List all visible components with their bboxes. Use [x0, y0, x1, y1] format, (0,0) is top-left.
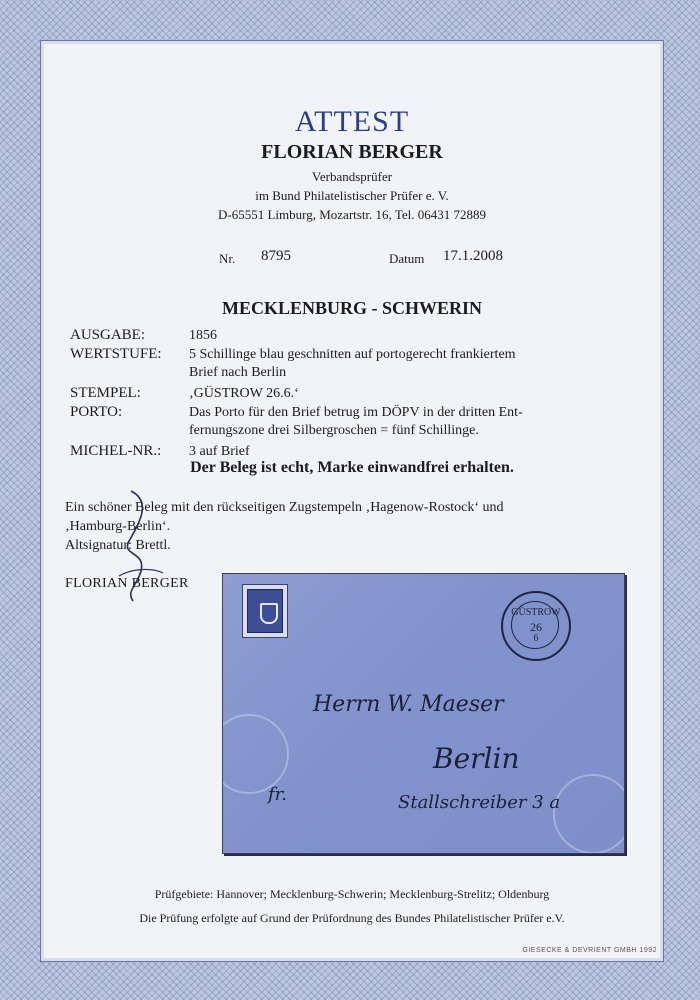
letter-address-line-2: Berlin	[433, 742, 520, 775]
detail-label-michel: MICHEL-NR.:	[70, 443, 162, 459]
postmark-town: GÜSTROW	[511, 607, 561, 618]
letter-address-line-3: Stallschreiber 3 a	[398, 792, 561, 813]
nr-value: 8795	[261, 248, 291, 264]
footer-regulation: Die Prüfung erfolgte auf Grund der Prüfordnung des Bundes Philatelistischer Prüfer e.V.	[139, 911, 565, 925]
detail-value-wertstufe-2: Brief nach Berlin	[189, 365, 287, 380]
franco-mark: fr.	[268, 784, 288, 805]
postage-stamp-icon	[242, 584, 288, 638]
detail-label-wertstufe: WERTSTUFE:	[70, 346, 162, 362]
postmark-day: 26	[530, 620, 542, 634]
examiner-address: D-65551 Limburg, Mozartstr. 16, Tel. 06431 72889	[218, 207, 486, 222]
note-line-1: Ein schöner Beleg mit den rückseitigen Zugstempeln ‚Hagenow-Rostock‘ und	[65, 500, 504, 515]
nr-label: Nr.	[219, 251, 236, 266]
detail-label-porto: PORTO:	[70, 404, 123, 420]
examiner-name: FLORIAN BERGER	[261, 141, 443, 163]
footer-scope: Prüfgebiete: Hannover; Mecklenburg-Schwerin; Mecklenburg-Strelitz; Oldenburg	[154, 887, 550, 901]
note-line-3: Altsignatur: Brettl.	[65, 538, 171, 553]
detail-value-porto-1: Das Porto für den Brief betrug im DÖPV in der dritten Ent-	[189, 405, 523, 420]
postmark-month: 6	[533, 633, 539, 644]
detail-value-wertstufe-1: 5 Schillinge blau geschnitten auf portogerecht frankiertem	[189, 347, 516, 362]
printer-imprint: GIESECKE & DEVRIENT GMBH 1992	[522, 947, 657, 954]
examiner-association: im Bund Philatelistischer Prüfer e. V.	[255, 188, 449, 203]
detail-value-porto-2: fernungszone drei Silbergroschen = fünf Schillinge.	[189, 423, 479, 438]
letter-address-line-1: Herrn W. Maeser	[313, 692, 504, 717]
datum-label: Datum	[389, 251, 425, 266]
ghost-seal-icon	[553, 774, 625, 854]
ghost-seal-icon	[222, 714, 289, 794]
detail-label-stempel: STEMPEL:	[70, 385, 141, 401]
datum-value: 17.1.2008	[443, 248, 503, 264]
note-line-2: ‚Hamburg-Berlin‘.	[65, 519, 171, 534]
verdict-text: Der Beleg ist echt, Marke einwandfrei erhalten.	[190, 459, 514, 476]
detail-value-michel: 3 auf Brief	[189, 444, 250, 459]
detail-value-ausgabe: 1856	[189, 328, 217, 343]
cover-letter-image	[222, 573, 625, 854]
detail-label-ausgabe: AUSGABE:	[70, 327, 146, 343]
certificate-sheet	[40, 40, 664, 962]
certificate-title: ATTEST	[294, 105, 410, 138]
examiner-role: Verbandsprüfer	[311, 169, 393, 184]
detail-value-stempel: ‚GÜSTROW 26.6.‘	[189, 386, 299, 401]
country-heading: MECKLENBURG - SCHWERIN	[221, 298, 483, 318]
postmark-icon	[501, 591, 571, 661]
signature-name: FLORIAN BERGER	[65, 576, 189, 591]
